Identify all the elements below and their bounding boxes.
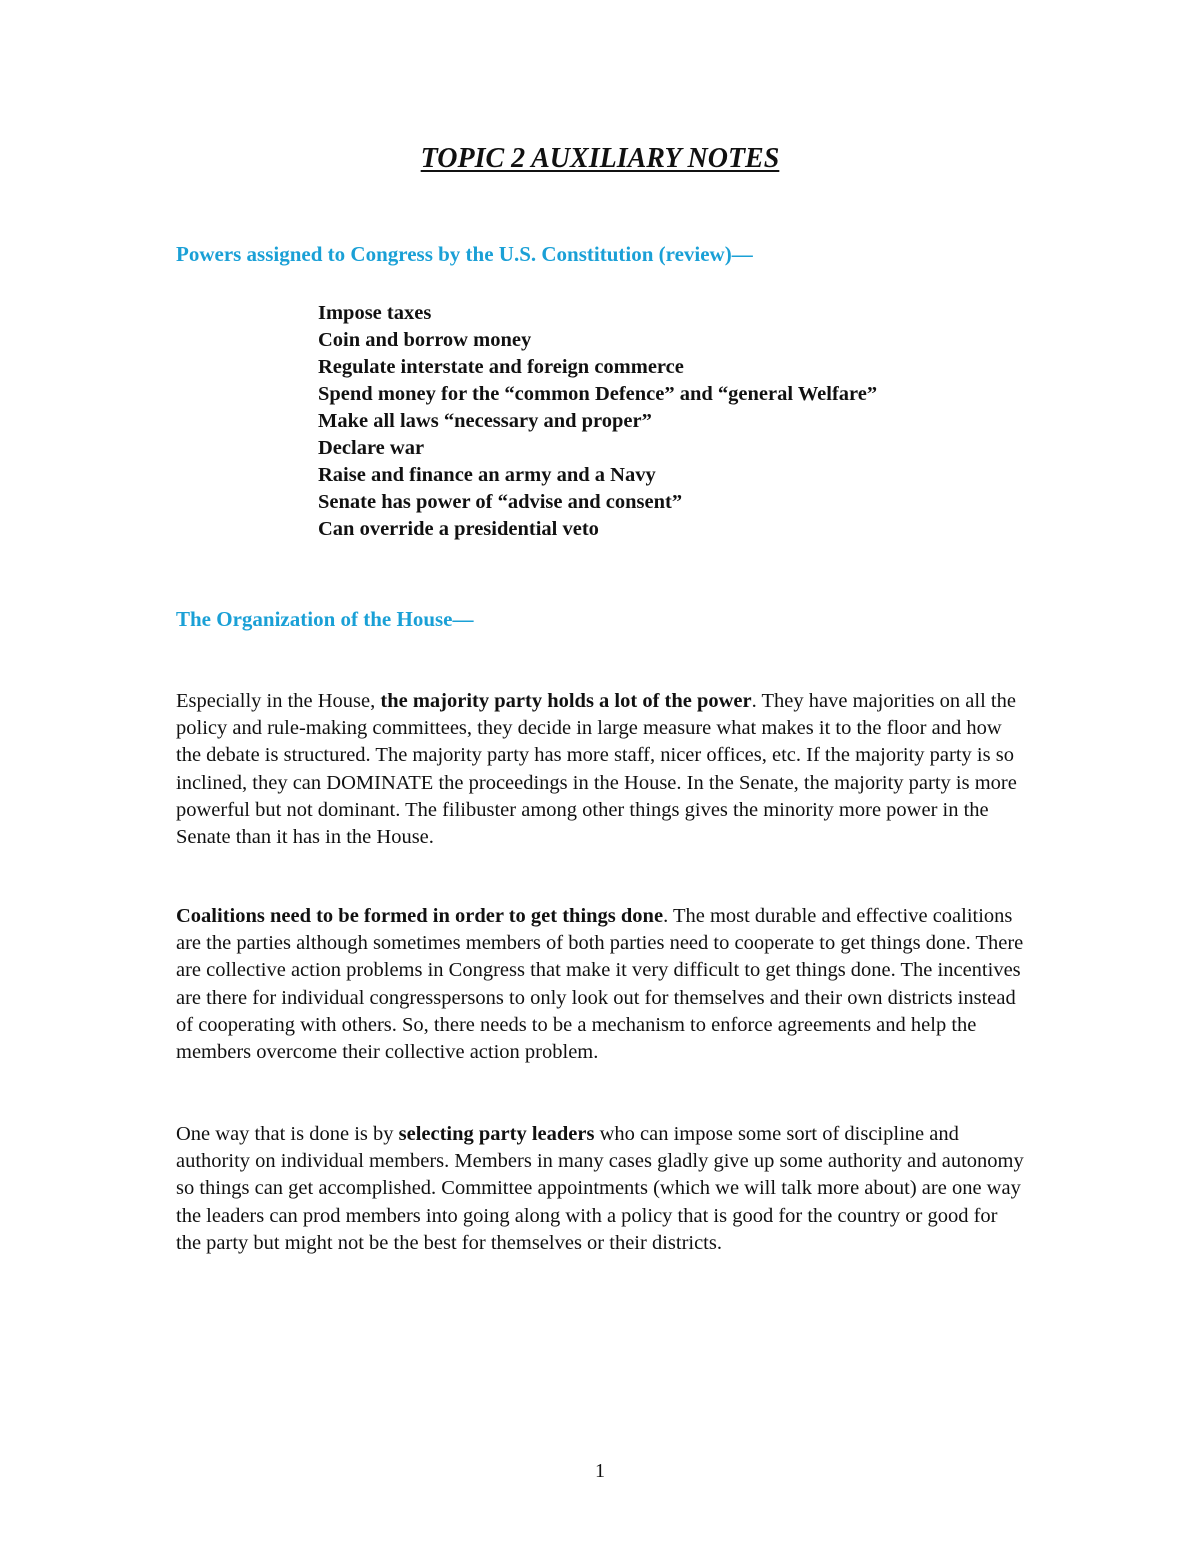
list-item: Coin and borrow money xyxy=(318,329,532,351)
paragraph-text: Especially in the House, xyxy=(176,690,381,712)
list-item: Can override a presidential veto xyxy=(318,518,599,540)
paragraph-emphasis: Coalitions need to be formed in order to get things done xyxy=(176,905,664,927)
list-item: Senate has power of “advise and consent” xyxy=(318,491,683,513)
page-number: 1 xyxy=(595,1460,605,1482)
list-item: Impose taxes xyxy=(318,302,432,324)
paragraph-emphasis: the majority party holds a lot of the power xyxy=(380,690,752,712)
paragraph-party-leaders xyxy=(176,1121,1026,1257)
list-item: Raise and finance an army and a Navy xyxy=(318,464,656,486)
list-item: Make all laws “necessary and proper” xyxy=(318,410,652,432)
paragraph-emphasis: selecting party leaders xyxy=(398,1123,595,1145)
paragraph-text: . The most durable and effective coalitions are the parties although sometimes members of both parties need to cooperate to get things done. There are collective action problems in Congress that make it very difficult to get things done. The incentives are there for individual congresspersons to only look out for themselves and their own districts instead of cooperating with others. So, there needs to be a mechanism to enforce agreements and help the members overcome their collective action problem. xyxy=(176,905,1024,1064)
paragraph-coalitions xyxy=(176,903,1026,1066)
section-heading-house: The Organization of the House— xyxy=(176,607,474,631)
paragraph-majority-party xyxy=(176,688,1026,851)
powers-list xyxy=(318,300,877,543)
paragraph-text: One way that is done is by xyxy=(176,1123,399,1145)
list-item: Spend money for the “common Defence” and “general Welfare” xyxy=(318,383,878,405)
list-item: Regulate interstate and foreign commerce xyxy=(318,356,684,378)
document-title: TOPIC 2 AUXILIARY NOTES xyxy=(420,143,780,174)
paragraph-text: . They have majorities on all the policy and rule-making committees, they decide in large measure what makes it to the floor and how the debate is structured. The majority party has more staff, nicer offices, etc. If the majority party is so inclined, they can DOMINATE the proceedings in the House. In the Senate, the majority party is more powerful but not dominant. The filibuster among other things gives the minority more power in the Senate than it has in the House. xyxy=(176,690,1017,849)
list-item: Declare war xyxy=(318,437,425,459)
paragraph-text: who can impose some sort of discipline and authority on individual members. Members in many cases gladly give up some authority and autonomy so things can get accomplished. Committee appointments (which we will talk more about) are one way the leaders can prod members into going along with a policy that is good for the country or good for the party but might not be the best for themselves or their districts. xyxy=(176,1123,1024,1254)
section-heading-powers: Powers assigned to Congress by the U.S. Constitution (review)— xyxy=(176,242,753,266)
